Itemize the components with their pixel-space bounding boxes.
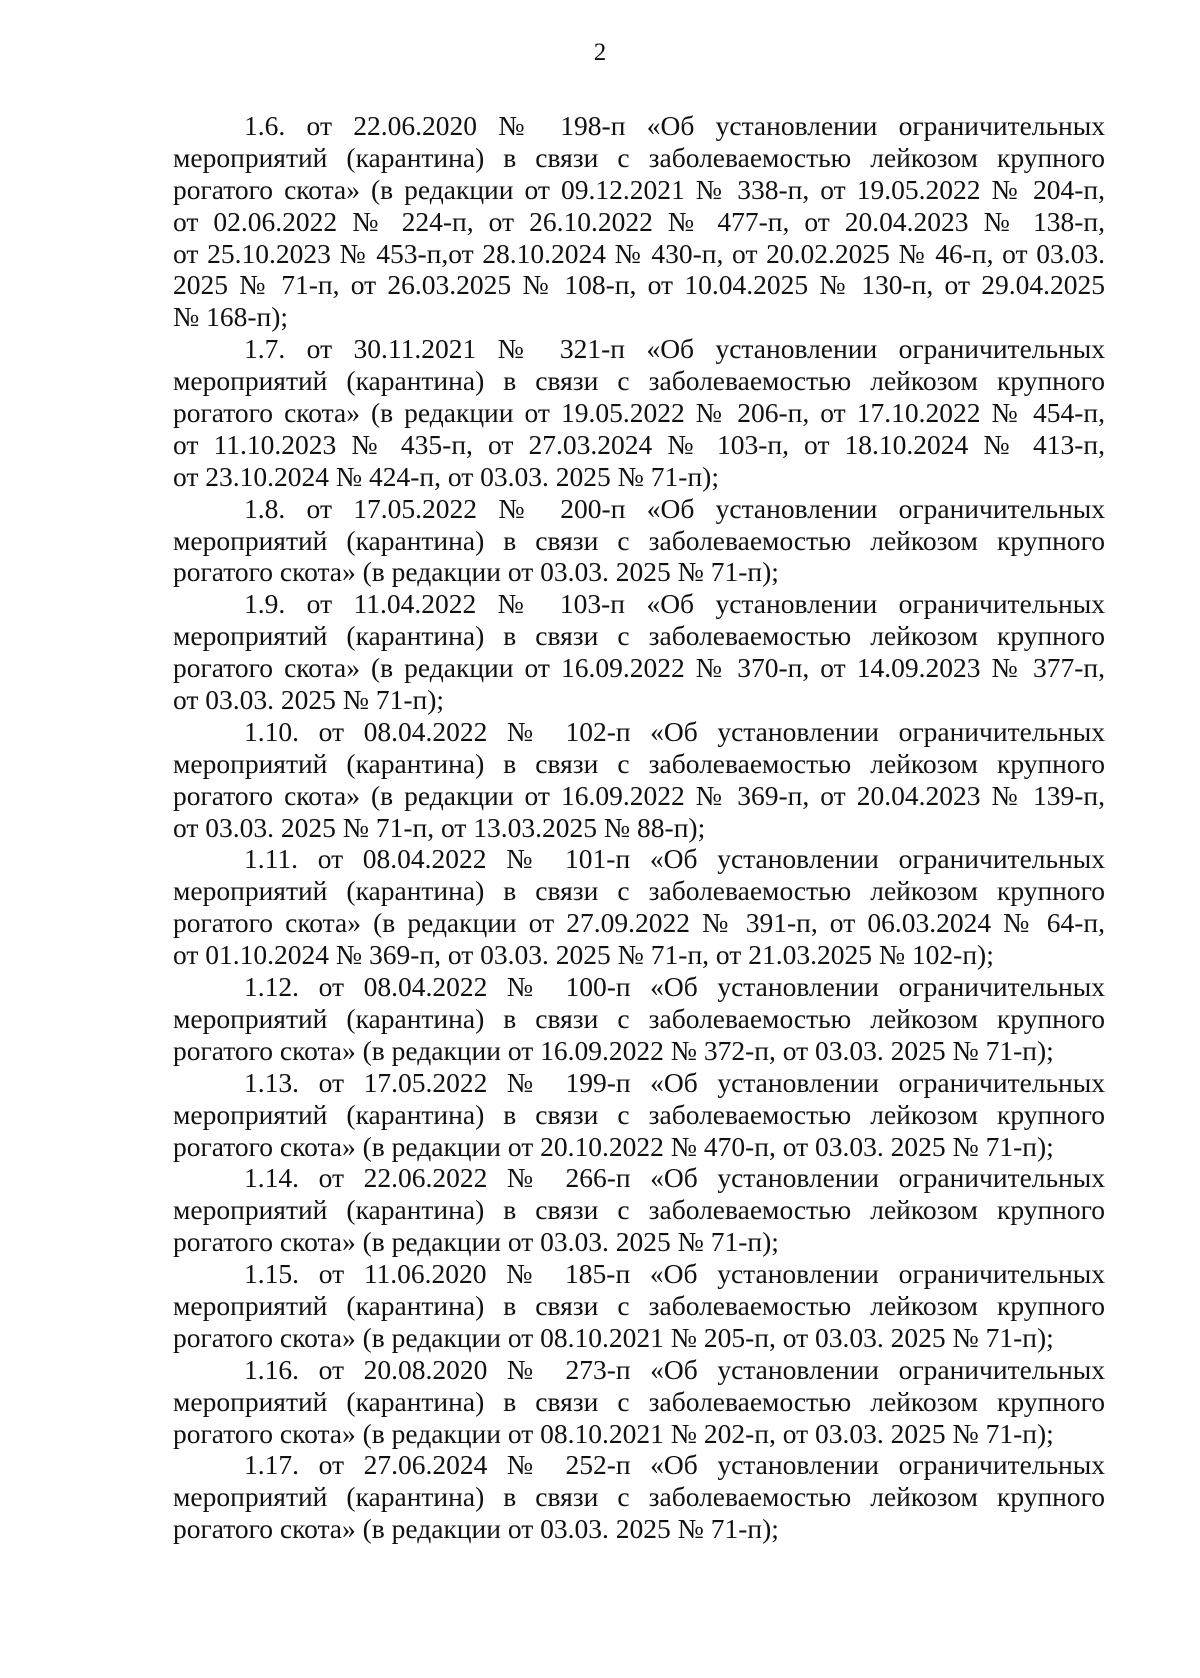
paragraph-line xyxy=(173,493,1105,525)
paragraph-line xyxy=(173,1322,1105,1354)
paragraph-item-10 xyxy=(173,1258,1105,1354)
paragraph-line xyxy=(173,429,1105,461)
paragraph-line xyxy=(173,971,1105,1003)
paragraph-line-text: от 23.10.2024 № 424-п, от 03.03. 2025 № 71-п); xyxy=(173,460,719,492)
paragraph-line-text: 1.16. от 20.08.2020 № 273-п «Об установлении ограничительных xyxy=(244,1353,1105,1385)
paragraph-line-text: от 11.10.2023 № 435-п, от 27.03.2024 № 103-п, от 18.10.2024 № 413-п, xyxy=(173,428,1105,460)
paragraph-item-2 xyxy=(173,333,1105,492)
paragraph-line xyxy=(173,1449,1105,1481)
paragraph-line-text: от 02.06.2022 № 224-п, от 26.10.2022 № 477-п, от 20.04.2023 № 138-п, xyxy=(173,205,1105,237)
paragraph-line-text: от 03.03. 2025 № 71-п); xyxy=(173,684,445,716)
paragraph-line xyxy=(173,588,1105,620)
paragraph-line xyxy=(173,1481,1105,1513)
paragraph-line xyxy=(173,556,1105,588)
paragraph-line xyxy=(173,1035,1105,1067)
paragraph-line-text: рогатого скота» (в редакции от 27.09.2022 № 391-п, от 06.03.2024 № 64-п, xyxy=(173,907,1105,939)
paragraph-item-7 xyxy=(173,971,1105,1067)
paragraph-line xyxy=(173,1162,1105,1194)
document-body xyxy=(173,110,1105,1545)
paragraph-line xyxy=(173,875,1105,907)
paragraph-line-text: рогатого скота» (в редакции от 19.05.2022 № 206-п, от 17.10.2022 № 454-п, xyxy=(173,397,1105,429)
paragraph-item-1 xyxy=(173,110,1105,333)
paragraph-line xyxy=(173,1003,1105,1035)
paragraph-line-text: рогатого скота» (в редакции от 03.03. 2025 № 71-п); xyxy=(173,556,779,588)
paragraph-line xyxy=(173,301,1105,333)
paragraph-line-text: 1.11. от 08.04.2022 № 101-п «Об установлении ограничительных xyxy=(244,843,1105,875)
paragraph-line xyxy=(173,780,1105,812)
paragraph-line-text: мероприятий (карантина) в связи с заболеваемостью лейкозом крупного xyxy=(173,1385,1105,1417)
paragraph-line xyxy=(173,461,1105,493)
paragraph-item-9 xyxy=(173,1162,1105,1258)
paragraph-line-text: рогатого скота» (в редакции от 08.10.2021 № 202-п, от 03.03. 2025 № 71-п); xyxy=(173,1417,1054,1449)
paragraph-item-4 xyxy=(173,588,1105,716)
paragraph-line-text: от 03.03. 2025 № 71-п, от 13.03.2025 № 88-п); xyxy=(173,811,706,843)
paragraph-line-text: 1.6. от 22.06.2020 № 198-п «Об установлении ограничительных xyxy=(244,110,1105,141)
paragraph-line xyxy=(173,684,1105,716)
paragraph-line xyxy=(173,1131,1105,1163)
paragraph-line xyxy=(173,907,1105,939)
paragraph-line-text: мероприятий (карантина) в связи с заболеваемостью лейкозом крупного xyxy=(173,620,1105,652)
paragraph-line-text: 1.14. от 22.06.2022 № 266-п «Об установлении ограничительных xyxy=(244,1162,1105,1194)
paragraph-line xyxy=(173,397,1105,429)
paragraph-line-text: рогатого скота» (в редакции от 16.09.2022 № 369-п, от 20.04.2023 № 139-п, xyxy=(173,779,1105,811)
paragraph-line xyxy=(173,939,1105,971)
paragraph-item-11 xyxy=(173,1354,1105,1450)
paragraph-line xyxy=(173,843,1105,875)
paragraph-line-text: мероприятий (карантина) в связи с заболеваемостью лейкозом крупного xyxy=(173,1481,1105,1513)
paragraph-item-8 xyxy=(173,1067,1105,1163)
paragraph-line-text: мероприятий (карантина) в связи с заболеваемостью лейкозом крупного xyxy=(173,1289,1105,1321)
paragraph-line xyxy=(173,1194,1105,1226)
paragraph-line-text: мероприятий (карантина) в связи с заболеваемостью лейкозом крупного xyxy=(173,365,1105,397)
paragraph-line xyxy=(173,1099,1105,1131)
paragraph-line xyxy=(173,1354,1105,1386)
paragraph-line-text: 1.9. от 11.04.2022 № 103-п «Об установлении ограничительных xyxy=(244,588,1105,620)
paragraph-line-text: рогатого скота» (в редакции от 20.10.2022 № 470-п, от 03.03. 2025 № 71-п); xyxy=(173,1130,1054,1162)
paragraph-line xyxy=(173,365,1105,397)
paragraph-line-text: 1.15. от 11.06.2020 № 185-п «Об установлении ограничительных xyxy=(244,1258,1105,1290)
paragraph-line-text: рогатого скота» (в редакции от 03.03. 2025 № 71-п); xyxy=(173,1513,779,1545)
paragraph-item-6 xyxy=(173,843,1105,971)
paragraph-line xyxy=(173,1418,1105,1450)
paragraph-line-text: мероприятий (карантина) в связи с заболеваемостью лейкозом крупного xyxy=(173,875,1105,907)
paragraph-line xyxy=(173,1258,1105,1290)
paragraph-item-3 xyxy=(173,493,1105,589)
paragraph-line-text: рогатого скота» (в редакции от 16.09.2022 № 372-п, от 03.03. 2025 № 71-п); xyxy=(173,1034,1054,1066)
paragraph-line xyxy=(173,748,1105,780)
page-number: 2 xyxy=(593,39,607,66)
paragraph-line xyxy=(173,142,1105,174)
paragraph-line xyxy=(173,1290,1105,1322)
paragraph-line xyxy=(173,525,1105,557)
paragraph-line-text: от 25.10.2023 № 453-п,от 28.10.2024 № 430-п, от 20.02.2025 № 46-п, от 03.03. xyxy=(173,237,1105,269)
paragraph-line xyxy=(173,620,1105,652)
paragraph-line-text: мероприятий (карантина) в связи с заболеваемостью лейкозом крупного xyxy=(173,1194,1105,1226)
paragraph-line xyxy=(173,812,1105,844)
paragraph-item-5 xyxy=(173,716,1105,844)
paragraph-line-text: рогатого скота» (в редакции от 08.10.2021 № 205-п, от 03.03. 2025 № 71-п); xyxy=(173,1321,1054,1353)
paragraph-line xyxy=(173,1513,1105,1545)
paragraph-line-text: рогатого скота» (в редакции от 03.03. 2025 № 71-п); xyxy=(173,1226,779,1258)
paragraph-line-text: от 01.10.2024 № 369-п, от 03.03. 2025 № 71-п, от 21.03.2025 № 102-п); xyxy=(173,939,994,971)
paragraph-line xyxy=(173,1386,1105,1418)
paragraph-line xyxy=(173,206,1105,238)
paragraph-item-12 xyxy=(173,1449,1105,1545)
paragraph-line-text: 1.17. от 27.06.2024 № 252-п «Об установлении ограничительных xyxy=(244,1449,1105,1481)
paragraph-line xyxy=(173,1226,1105,1258)
paragraph-line xyxy=(173,269,1105,301)
paragraph-line xyxy=(173,238,1105,270)
paragraph-line-text: 1.8. от 17.05.2022 № 200-п «Об установлении ограничительных xyxy=(244,492,1105,524)
paragraph-line-text: 1.13. от 17.05.2022 № 199-п «Об установлении ограничительных xyxy=(244,1066,1105,1098)
paragraph-line-text: 2025 № 71-п, от 26.03.2025 № 108-п, от 10.04.2025 № 130-п, от 29.04.2025 xyxy=(173,269,1105,301)
paragraph-line xyxy=(173,174,1105,206)
paragraph-line-text: 1.12. от 08.04.2022 № 100-п «Об установлении ограничительных xyxy=(244,971,1105,1003)
paragraph-line xyxy=(173,716,1105,748)
paragraph-line xyxy=(173,652,1105,684)
paragraph-line-text: мероприятий (карантина) в связи с заболеваемостью лейкозом крупного xyxy=(173,141,1105,173)
paragraph-line xyxy=(173,1067,1105,1099)
paragraph-line xyxy=(173,110,1105,142)
paragraph-line-text: рогатого скота» (в редакции от 16.09.2022 № 370-п, от 14.09.2023 № 377-п, xyxy=(173,652,1105,684)
paragraph-line-text: мероприятий (карантина) в связи с заболеваемостью лейкозом крупного xyxy=(173,524,1105,556)
paragraph-line-text: № 168-п); xyxy=(173,301,289,333)
paragraph-line-text: рогатого скота» (в редакции от 09.12.2021 № 338-п, от 19.05.2022 № 204-п, xyxy=(173,173,1105,205)
paragraph-line-text: 1.7. от 30.11.2021 № 321-п «Об установлении ограничительных xyxy=(244,333,1105,365)
paragraph-line-text: 1.10. от 08.04.2022 № 102-п «Об установлении ограничительных xyxy=(244,715,1105,747)
paragraph-line-text: мероприятий (карантина) в связи с заболеваемостью лейкозом крупного xyxy=(173,1002,1105,1034)
paragraph-line-text: мероприятий (карантина) в связи с заболеваемостью лейкозом крупного xyxy=(173,747,1105,779)
paragraph-line-text: мероприятий (карантина) в связи с заболеваемостью лейкозом крупного xyxy=(173,1098,1105,1130)
paragraph-line xyxy=(173,333,1105,365)
